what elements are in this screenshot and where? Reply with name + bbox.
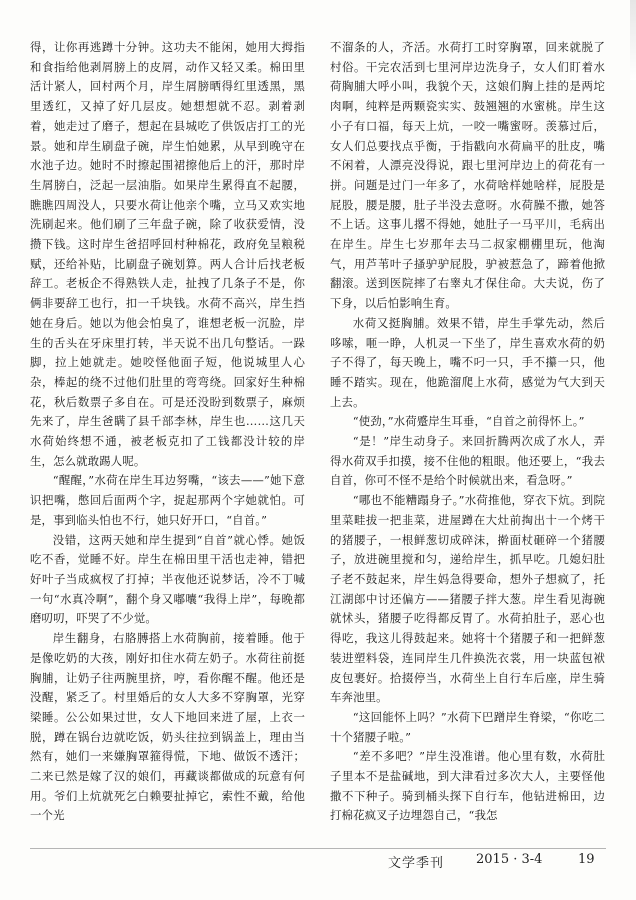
issue-number: 2015 · 3-4 (476, 852, 543, 867)
paragraph: 得，让你再逃蹲十分钟。这功夫不能闲，她用大拇指和食指给他剥屑膀上的皮屑，动作又轻又柔。棉田里活计紧人，回村两个月，岸生屑膀晒得红里透黑，黑里透红，又掉了好几层皮。她想想就不忍。剥着剥着，她走过了磨子，想起在县城吃了供饭店打工的光景。她和岸生刷盘子碗，岸生怕她累，从早到晚守在水池子边。她时不时擦起围裙擦他后上的汗，那时岸生屑膀白，泛起一层油脂。如果岸生累得直不起腰，瞧瞧四周没人，只要水荷让他亲个嘴，立马又欢实地洗刷起来。他们刷了三年盘子碗，除了收获爱情，没攒下钱。这时岸生爸招呼回村种棉花，政府免呈粮税赋，还给补贴，比刷盘子碗划算。两人合计后找老板辞工。老板企不得熟铁人走，扯拽了几条子不是，你俩非要辞工也行，扣一千块钱。水荷不高兴，岸生挡她在身后。她以为他会怕臭了，谁想老板一沉脸，岸生的舌头在牙床里打转，半天说不出几句整话。一跺脚，拉上她就走。她咬怪他面子短，他说城里人心杂，棒起的绕不过他们肚里的弯弯绕。回家好生种棉花，秋后数票子多自在。可是还没盼到数票子，麻烦先来了，岸生爸瞒了县千部李林，岸生也……这几天水荷始终想不通，被老板克扣了工钱都没计较的岸生，怎么就敢踢人呢。 (30, 40, 305, 468)
page-number: 19 (578, 852, 595, 867)
page-edge-shading (630, 0, 636, 80)
paragraph: “醒醒，”水荷在岸生耳边努嘴，“该去——”她下意识把嘴，憋回后面两个字，捉起那两个字她就怕。可是，事到临头怕也不行，她只好开口，“自首。” (30, 473, 305, 527)
left-text-column (30, 38, 305, 826)
right-text-column (330, 38, 605, 826)
journal-title: 文学季刊 (388, 856, 445, 871)
paragraph: “是！”岸生动身子。来回折腾两次成了水人，弄得水荷双手扣摸，接不住他的粗眼。他还要上，“我去自首，你可不怪不是给个时候就出来，看急呀。” (330, 434, 605, 488)
paragraph: “使劲，”水荷蹙岸生耳垂，“自首之前得怀上。” (352, 414, 585, 429)
paragraph: “差不多吧？”岸生没准谱。他心里有数，水荷肚子里本不是盐碱地，到大津看过多次大人，主要怪他撒不下种子。骑到桶头探下自行车，他钻进棉田，边打棉花疯叉子边埋怨自己，“我怎 (330, 749, 605, 823)
footer-rule (30, 848, 606, 849)
paragraph: 没错，这两天她和岸生提到“自首”就心悸。她饭吃不香，觉睡不好。岸生在棉田里干活也走神，错把好叶子当成疯杈了打掉；半夜他还说梦话，冷不丁喊一句“水真冷啊”，翻个身又嘟囔“我得上岸”，每晚都磨叨叨，吓哭了不少觉。 (30, 532, 305, 626)
paragraph: 不溜条的人，齐活。水荷打工时穿胸罩，回来就脱了村俗。干完农活到七里河岸边洗身子，女人们盯着水荷胸脯大呼小叫，我貌个天，这娘们胸上挂的是两坨肉啊，纯粹是两颗瓷实实、鼓翘翘的水蜜桃。岸生这小子有口福，每天上炕，一咬一嘴蜜呀。羡慕过后，女人们总要找点乎衡，于指戳向水荷扁平的肚皮，嘴不闲着，人漂亮没得说，跟七里河岸边上的荷花有一拼。问题是过门一年多了，水荷啥样她啥样，屁股是屁股，腰是腰，肚子半没去意呀。水荷臊不撒，她答不上话。这事儿撂不得她，她肚子一马平川，毛病出在岸生。岸生七岁那年去马二叔家棚棚里玩，他淘气，用芦苇叶子搔驴驴屁股，驴被惹急了，蹄着他掀翻滚。送到医院摔了右睾丸才保住命。大夫说，伤了下身，以后怕影响生育。 (330, 40, 605, 311)
paragraph: 水荷又挺胸脯。效果不错，岸生手掌先动，然后哆嗦，咂一睁，人机灵一下坐了，岸生喜欢水荷的奶子不得了，每天晚上，嘴不叼一只，手不攥一只，他睡不踏实。现在，他跪溜爬上水荷，感觉为气大到天上去。 (330, 315, 605, 409)
paragraph: “这回能怀上吗？”水荷下巴蹭岸生脊梁，“你吃二十个猪腰子啦。” (330, 709, 605, 744)
paragraph: “哪也不能糟蹋身子。”水荷推他，穿衣下炕。到院里菜畦拔一把韭菜，进屋蹲在大灶前掏出十一个烤干的猪腰子，一根鲜葱切成碎沫，擀面杖砸碎一个猪腰子，放进碗里搅和匀，递给岸生，抓早吃。几媳妇肚子老不鼓起来，岸生妈急得要命，想外子想疯了，托江湖郎中讨还偏方——猪腰子拌大葱。岸生看见海碗就怵头，猪腰子吃得都反胃了。水荷拍肚子，恶心也得吃，我这儿得鼓起来。她将十个猪腰子和一把鲜葱装进塑料袋，连同岸生几件换洗衣裳，用一块蓝包袱皮包裹好。拾掇停当，水荷坐上自行车后座，岸生骑车奔池里。 (330, 493, 605, 705)
page-footer (0, 850, 636, 874)
paragraph: 岸生翻身，右胳膊搭上水荷胸前，接着睡。他于是像吃奶的大孩，刚好扣住水荷左奶子。水荷往前挺胸脯，让奶子往两腕里挤，哼，看你醒不醒。他还是没醒，紧乏了。村里婚后的女人大多不穿胸罩，光穿梁睡。公公如果过世，女人下地回来进了屋，上衣一脱，蹲在锅台边就吃饭，奶头往拉到锅盖上，理由当然有，她们一来嫌胸罩箍得慌，下地、做饭不透汗；二来已然是嫁了汉的娘们，再藏谈都做成的玩意有何用。爷们上炕就死乞白赖要扯掉它，索性不戴，给他一个光 (30, 631, 305, 823)
